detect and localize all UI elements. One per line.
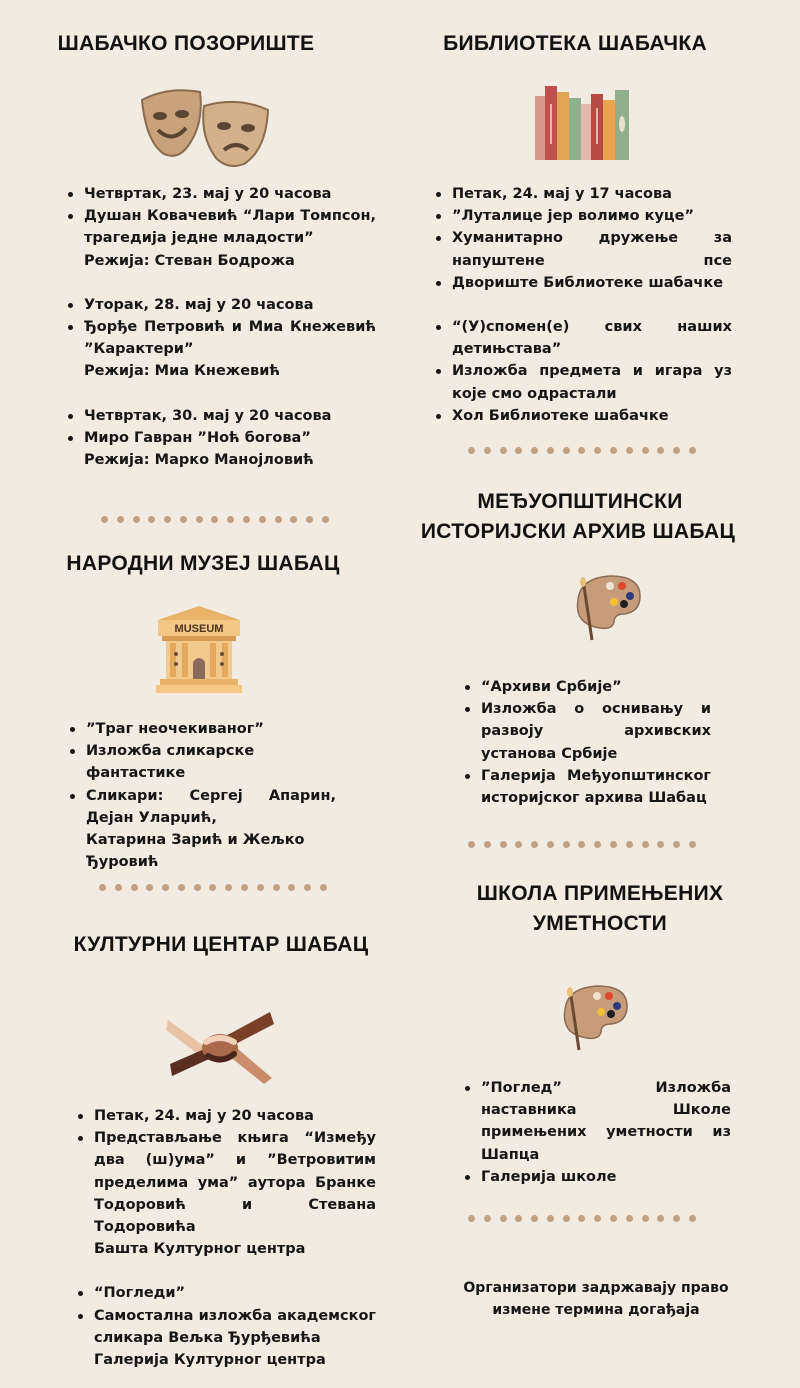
theatre-title: ШАБАЧКО ПОЗОРИШТЕ	[57, 32, 315, 55]
list-gap	[68, 383, 376, 405]
list-gap	[78, 1260, 376, 1282]
list-item: Хуманитарно дружење за напуштене псе	[436, 227, 732, 271]
list-item: Режија: Марко Манојловић	[84, 452, 314, 469]
list-item: Изложба о оснивању и развоју архивских установа Србије	[465, 698, 711, 765]
list-item: Башта Културног центра	[94, 1241, 306, 1258]
list-item: ”Луталице јер волимо куце”	[436, 205, 732, 227]
list-item: Галерија Међуопштинског историјског архива Шабац	[465, 765, 711, 809]
list-item: Представљање књига “Између два (ш)ума” и ”Ветровитим пределима ума” аутора Бранке Тодоровић и Стевана Тодоровића	[78, 1127, 376, 1238]
list-item: “(У)спомен(е) свих наших детињстава”	[436, 316, 732, 360]
footer-note	[448, 1277, 744, 1321]
list-item: Четвртак, 23. мај у 20 часова	[68, 183, 376, 205]
list-gap	[68, 272, 376, 294]
list-item: “Погледи”	[78, 1282, 376, 1304]
culture-title: КУЛТУРНИ ЦЕНТАР ШАБАЦ	[73, 933, 369, 956]
list-item: Петак, 24. мај у 20 часова	[78, 1105, 376, 1127]
library-title: БИБЛИОТЕКА ШАБАЧКА	[443, 32, 707, 55]
culture-list	[78, 1105, 376, 1371]
museum-list	[70, 718, 336, 873]
list-item: Галерија школе	[465, 1166, 731, 1188]
dots-divider	[468, 841, 696, 848]
list-item: “Архиви Србије”	[465, 676, 711, 698]
paint-palette-icon	[570, 572, 644, 642]
list-item: Самостална изложба академског сликара Вељка Ђурђевића	[78, 1305, 376, 1349]
footer-note-line2: измене термина догађаја	[492, 1302, 700, 1318]
school-title-line2: УМЕТНОСТИ	[532, 912, 668, 935]
archive-title-line1: МЕЂУОПШТИНСКИ	[477, 490, 683, 513]
list-gap	[436, 294, 732, 316]
museum-title: НАРОДНИ МУЗЕЈ ШАБАЦ	[66, 552, 340, 575]
list-item: Четвртак, 30. мај у 20 часова	[68, 405, 376, 427]
list-item: Изложба предмета и игара уз које смо одрастали	[436, 360, 732, 404]
books-icon	[533, 84, 633, 164]
list-item: Катарина Зарић и Жељко Ђуровић	[86, 832, 305, 871]
list-item: Петак, 24. мај у 17 часова	[436, 183, 732, 205]
list-item: Изложба сликарске фантастике	[70, 740, 336, 784]
dots-divider	[468, 1215, 696, 1222]
dots-divider	[99, 884, 327, 891]
archive-title-line2: ИСТОРИЈСКИ АРХИВ ШАБАЦ	[420, 520, 736, 543]
theatre-list	[68, 183, 376, 471]
list-item: Галерија Културног центра	[94, 1352, 326, 1369]
library-list	[436, 183, 732, 427]
list-item: Режија: Стеван Бодрожа	[84, 252, 295, 269]
dots-divider	[468, 447, 696, 454]
joined-hands-icon	[166, 1008, 276, 1086]
list-item: Душан Ковачевић “Лари Томпсон, трагедија једне младости”	[68, 205, 376, 249]
list-item: ”Поглед” Изложба наставника Школе примењених уметности из Шапца	[465, 1077, 731, 1166]
museum-building-icon	[154, 604, 244, 696]
paint-palette-icon	[557, 982, 631, 1052]
list-item: Уторак, 28. мај у 20 часова	[68, 294, 376, 316]
school-list	[465, 1077, 731, 1188]
theatre-masks-icon	[138, 84, 278, 174]
dots-divider	[101, 516, 329, 523]
list-item: Сликари: Сергеј Апарин, Дејан Уларџић,	[70, 785, 336, 829]
archive-list	[465, 676, 711, 809]
list-item: ”Траг неочекиваног”	[70, 718, 336, 740]
school-title-line1: ШКОЛА ПРИМЕЊЕНИХ	[476, 882, 724, 905]
list-item: Ђорђе Петровић и Миа Кнежевић ”Карактери”	[68, 316, 376, 360]
footer-note-line1: Организатори задржавају право	[463, 1280, 729, 1296]
museum-sign: MUSEUM	[174, 623, 224, 635]
list-item: Хол Библиотеке шабачке	[436, 405, 732, 427]
list-item: Двориште Библиотеке шабачке	[436, 272, 732, 294]
list-item: Режија: Миа Кнежевић	[84, 363, 281, 380]
list-item: Миро Гавран ”Ноћ богова”	[68, 427, 376, 449]
